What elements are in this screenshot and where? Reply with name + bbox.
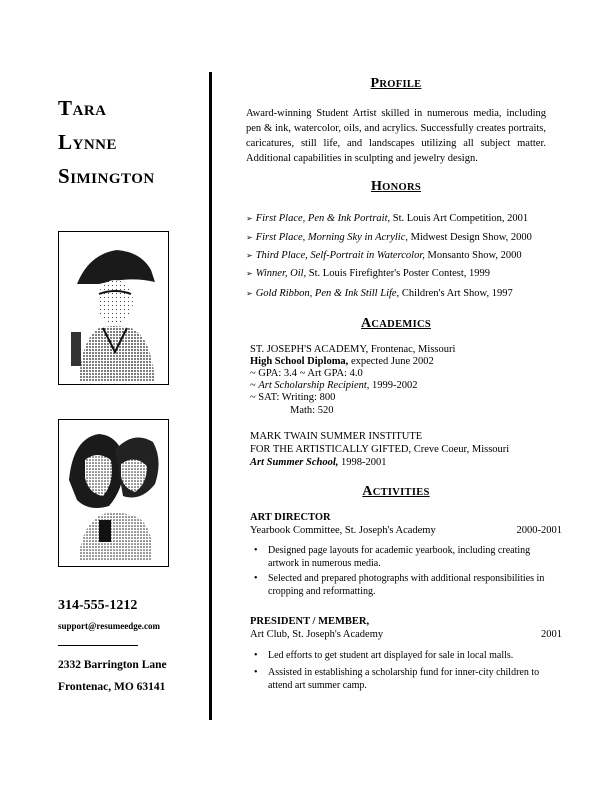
honor-item: ➢ Gold Ribbon, Pen & Ink Still Life, Children's Art Show, 1997 [246,288,513,299]
phone-number: 314-555-1212 [58,598,138,613]
activity-bullet: • Assisted in establishing a scholarship fund for inner-city children to attend art summer camp. [254,667,540,691]
honor-item: ➢ First Place, Pen & Ink Portrait, St. Louis Art Competition, 2001 [246,213,529,224]
honor-item: ➢ First Place, Morning Sky in Acrylic, Midwest Design Show, 2000 [246,232,532,243]
section-heading-profile: PROFILE [370,76,422,91]
activity-title: PRESIDENT / MEMBER, [250,616,370,627]
name-middle: LYNNE [58,130,118,154]
diploma-line: High School Diploma, expected June 2002 [250,356,434,367]
activity-bullet: • Designed page layouts for academic yearbook, including creating artwork in numerous media. [254,545,531,569]
activity-years: 2001 [541,629,562,640]
column-divider [209,72,212,720]
section-heading-academics: ACADEMICS [361,316,431,331]
name-last: SIMINGTON [58,164,155,188]
arrow-bullet-icon: ➢ [246,214,253,223]
arrow-bullet-icon: ➢ [246,251,253,260]
activity-bullet: • Selected and prepared photographs with additional responsibilities in cropping and reformatting. [254,573,545,597]
honor-item: ➢ Winner, Oil, St. Louis Firefighter's Poster Contest, 1999 [246,268,491,279]
honor-item: ➢ Third Place, Self-Portrait in Watercolor, Monsanto Show, 2000 [246,250,522,261]
address-street: 2332 Barrington Lane [58,659,167,671]
sat-writing-line: ~ SAT: Writing: 800 [250,392,336,403]
bullet-icon: • [254,667,258,678]
institute-name-cont: FOR THE ARTISTICALLY GIFTED, Creve Coeur, Missouri [250,444,510,455]
profile-summary: Award-winning Student Artist skilled in numerous media, including pen & ink, watercolor, oils, and acrylics. Successfully creates portraits, caricatures, still life, and landscapes utilizing all subject matter. Additional capabilities in sculpting and jewelry design. [246,108,546,164]
activity-org-line: Yearbook Committee, St. Joseph's Academy 2000-2001 [250,525,562,536]
name-first: TARA [58,96,107,120]
activity-title: ART DIRECTOR [250,512,331,523]
arrow-bullet-icon: ➢ [246,289,253,298]
email-address[interactable]: support@resumeedge.com [58,621,160,631]
section-heading-activities: ACTIVITIES [362,484,430,499]
bullet-icon: • [254,650,258,661]
sat-math-line: Math: 520 [290,405,334,416]
section-heading-honors: HONORS [370,179,422,194]
scholarship-line: ~ Art Scholarship Recipient, 1999-2002 [250,380,418,391]
artwork-firefighter-portrait [58,231,169,385]
address-city: Frontenac, MO 63141 [58,681,166,693]
activity-bullet: • Led efforts to get student art displayed for sale in local malls. [254,650,514,661]
arrow-bullet-icon: ➢ [246,233,253,242]
gpa-line: ~ GPA: 3.4 ~ Art GPA: 4.0 [250,368,363,379]
contact-divider [58,645,138,646]
bullet-icon: • [254,573,258,584]
activity-years: 2000-2001 [516,525,562,536]
institute-name: MARK TWAIN SUMMER INSTITUTE [250,431,423,442]
arrow-bullet-icon: ➢ [246,269,253,278]
summer-school-line: Art Summer School, 1998-2001 [250,457,387,468]
school-name: ST. JOSEPH'S ACADEMY, Frontenac, Missouri [250,344,456,355]
bullet-icon: • [254,545,258,556]
artwork-couple-portrait [58,419,169,567]
activity-org-line: Art Club, St. Joseph's Academy 2001 [250,629,562,640]
